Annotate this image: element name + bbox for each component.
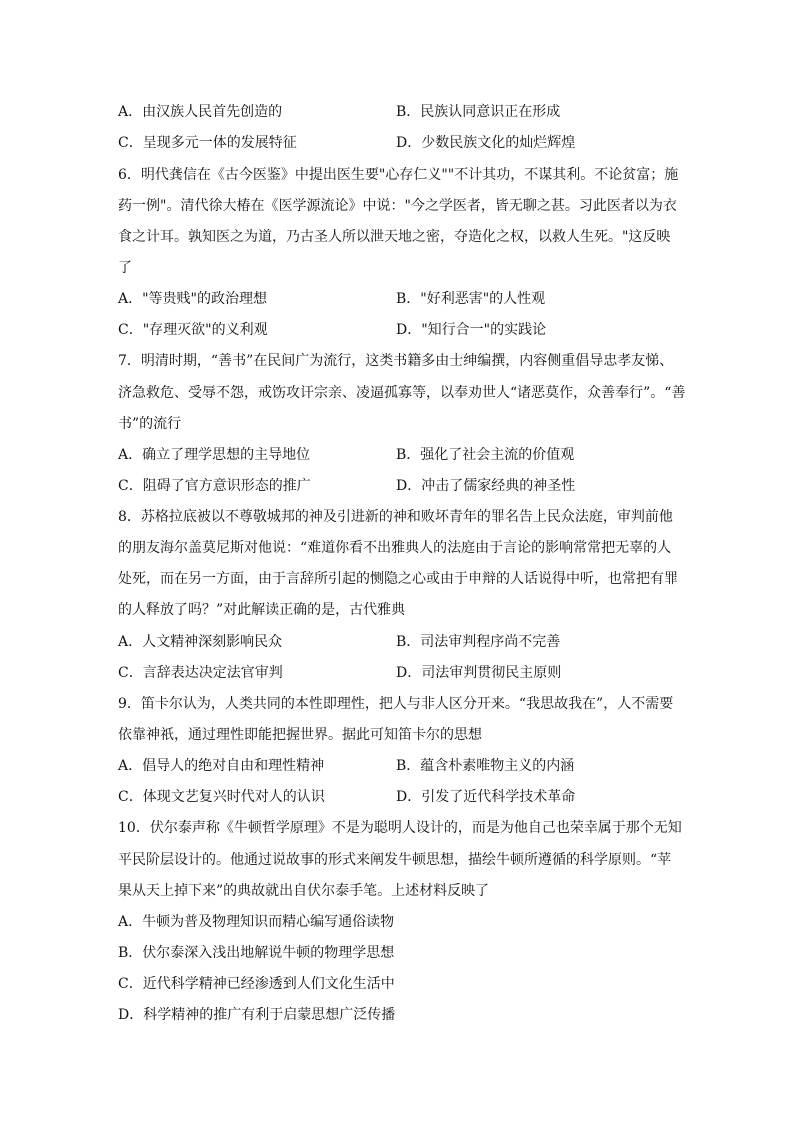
q8-option-d: D．司法审判贯彻民主原则	[396, 665, 562, 681]
q9-option-c: C．体现文艺复兴时代对人的认识	[118, 789, 325, 805]
q9-option-b: B．蕴含朴素唯物主义的内涵	[396, 758, 575, 774]
q5-option-d: D．少数民族文化的灿烂辉煌	[396, 135, 576, 151]
q7-option-a: A．确立了理学思想的主导地位	[118, 447, 311, 463]
q9-stem-line: 依靠神祇，通过理性即能把握世界。据此可知笛卡尔的思想	[118, 727, 482, 743]
q8-option-b: B．司法审判程序尚不完善	[396, 634, 561, 650]
q10-option-b: B．伏尔泰深入浅出地解说牛顿的物理学思想	[118, 945, 395, 961]
q6-stem-line: 食之计耳。孰知医之为道，乃古圣人所以泄天地之密，夺造化之权，以救人生死。"这反映	[118, 229, 671, 245]
q6-option-a: A．"等贵贱"的政治理想	[118, 291, 267, 307]
q6-stem-line: 药一例"。清代徐大椿在《医学源流论》中说："今之学医者，皆无聊之甚。习此医者以为衣	[118, 198, 677, 214]
q7-stem-line: 济急救危、受辱不怨，戒饬攻讦宗亲、凌逼孤寡等，以奉劝世人“诸恶莫作，众善奉行”。“善	[118, 385, 686, 401]
q7-option-d: D．冲击了儒家经典的神圣性	[396, 478, 576, 494]
q8-stem-line: 处死，而在另一方面，由于言辞所引起的恻隐之心或由于申辩的人话说得中听，也常把有罪	[118, 571, 678, 587]
q8-option-a: A．人文精神深刻影响民众	[118, 634, 283, 650]
q6-option-d: D．"知行合一"的实践论	[396, 322, 547, 338]
q8-option-c: C．言辞表达决定法官审判	[118, 665, 283, 681]
q7-stem-line: 7．明清时期，“善书”在民间广为流行，这类书籍多由士绅编撰，内容侧重倡导忠孝友悌、	[118, 353, 674, 369]
q5-option-c: C．呈现多元一体的发展特征	[118, 135, 297, 151]
q10-stem-line: 平民阶层设计的。他通过说故事的形式来阐发牛顿思想，描绘牛顿所遵循的科学原则。“苹	[118, 852, 672, 868]
q7-option-b: B．强化了社会主流的价值观	[396, 447, 575, 463]
q7-stem-line: 书”的流行	[118, 416, 182, 432]
q5-option-a: A．由汉族人民首先创造的	[118, 104, 283, 120]
q10-option-d: D．科学精神的推广有利于启蒙思想广泛传播	[118, 1007, 396, 1023]
q5-option-b: B．民族认同意识正在形成	[396, 104, 561, 120]
q10-option-c: C．近代科学精神已经渗透到人们文化生活中	[118, 976, 395, 992]
q8-stem-line: 8．苏格拉底被以不尊敬城邦的神及引进新的神和败坏青年的罪名告上民众法庭，审判前他	[118, 509, 673, 525]
q10-stem-line: 果从天上掉下来”的典故就出自伏尔泰手笔。上述材料反映了	[118, 883, 490, 899]
q9-option-d: D．引发了近代科学技术革命	[396, 789, 576, 805]
q6-option-c: C．"存理灭欲"的义利观	[118, 322, 268, 338]
q6-option-b: B．"好利恶害"的人性观	[396, 291, 546, 307]
q7-option-c: C．阻碍了官方意识形态的推广	[118, 478, 311, 494]
q8-stem-line: 的朋友海尔盖莫尼斯对他说：“难道你看不出雅典人的法庭由于言论的影响常常把无辜的人	[118, 540, 672, 556]
q9-stem-line: 9．笛卡尔认为，人类共同的本性即理性，把人与非人区分开来。“我思故我在”，人不需要	[118, 696, 674, 712]
q10-option-a: A．牛顿为普及物理知识而精心编写通俗读物	[118, 914, 395, 930]
q10-stem-line: 10．伏尔泰声称《牛顿哲学原理》不是为聪明人设计的，而是为他自己也荣幸属于那个无知	[118, 820, 682, 836]
q6-stem-line: 了	[118, 260, 132, 276]
q9-option-a: A．倡导人的绝对自由和理性精神	[118, 758, 325, 774]
q8-stem-line: 的人释放了吗？”对此解读正确的是，古代雅典	[118, 602, 406, 618]
q6-stem-line: 6．明代龚信在《古今医鉴》中提出医生要"心存仁义""不计其功，不谋其利。不论贫富；施	[118, 167, 679, 183]
